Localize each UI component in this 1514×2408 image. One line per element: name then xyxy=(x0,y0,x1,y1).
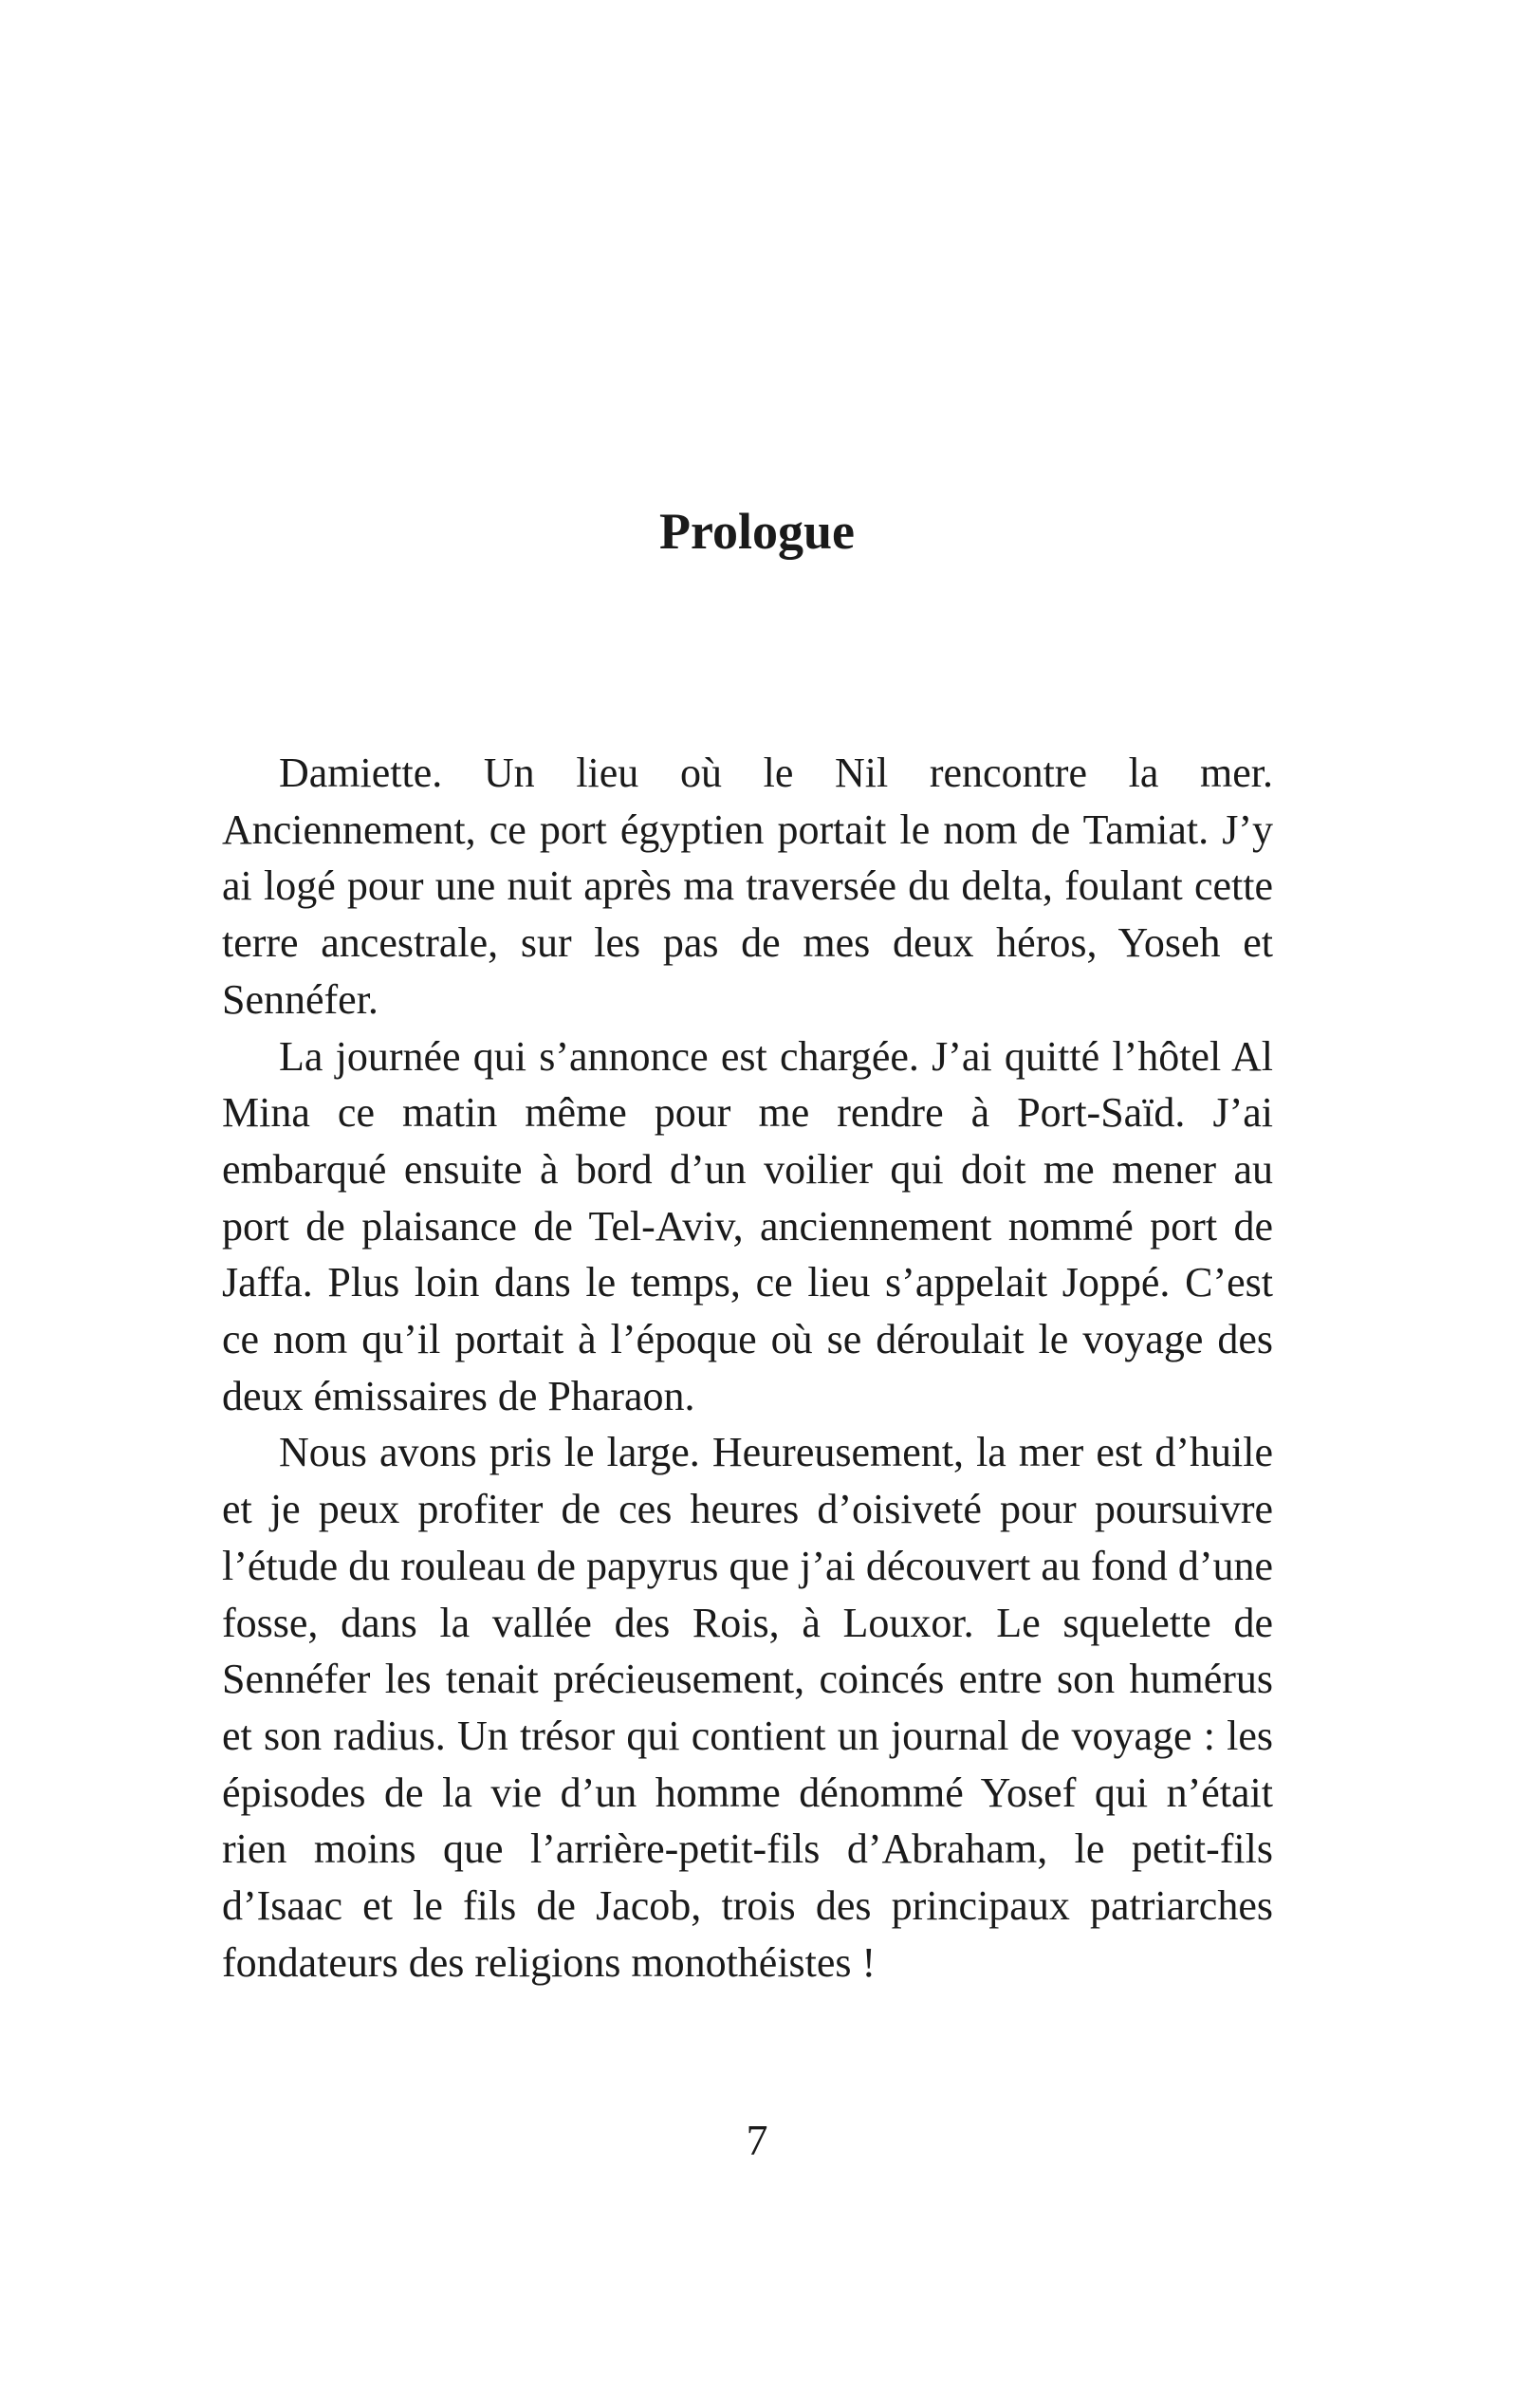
chapter-body xyxy=(222,745,1273,1991)
paragraph: Damiette. Un lieu où le Nil rencontre la mer. Anciennement, ce port égyptien portait le nom de Tamiat. J’y ai logé pour une nuit après ma traversée du delta, foulant cette terre ancestrale, sur les pas de mes deux héros, Yoseh et Sennéfer. xyxy=(222,750,1273,1023)
page-number: 7 xyxy=(746,2116,768,2164)
paragraph: Nous avons pris le large. Heureusement, la mer est d’huile et je peux profiter de ces heures d’oisiveté pour poursuivre l’étude du rouleau de papyrus que j’ai découvert au fond d’une fosse, dans la vallée des Rois, à Louxor. Le squelette de Sennéfer les tenait précieusement, coincés entre son humérus et son radius. Un trésor qui contient un journal de voyage : les épisodes de la vie d’un homme dénommé Yosef qui n’était rien moins que l’arrière-petit-fils d’Abraham, le petit-fils d’Isaac et le fils de Jacob, trois des principaux patriarches fondateurs des religions monothéistes ! xyxy=(222,1429,1273,1986)
chapter-title: Prologue xyxy=(659,503,855,560)
paragraph: La journée qui s’annonce est chargée. J’ai quitté l’hôtel Al Mina ce matin même pour me rendre à Port-Saïd. J’ai embarqué ensuite à bord d’un voilier qui doit me mener au port de plaisance de Tel-Aviv, anciennement nommé port de Jaffa. Plus loin dans le temps, ce lieu s’appelait Joppé. C’est ce nom qu’il portait à l’époque où se déroulait le voyage des deux émissaires de Pharaon. xyxy=(222,1032,1273,1419)
